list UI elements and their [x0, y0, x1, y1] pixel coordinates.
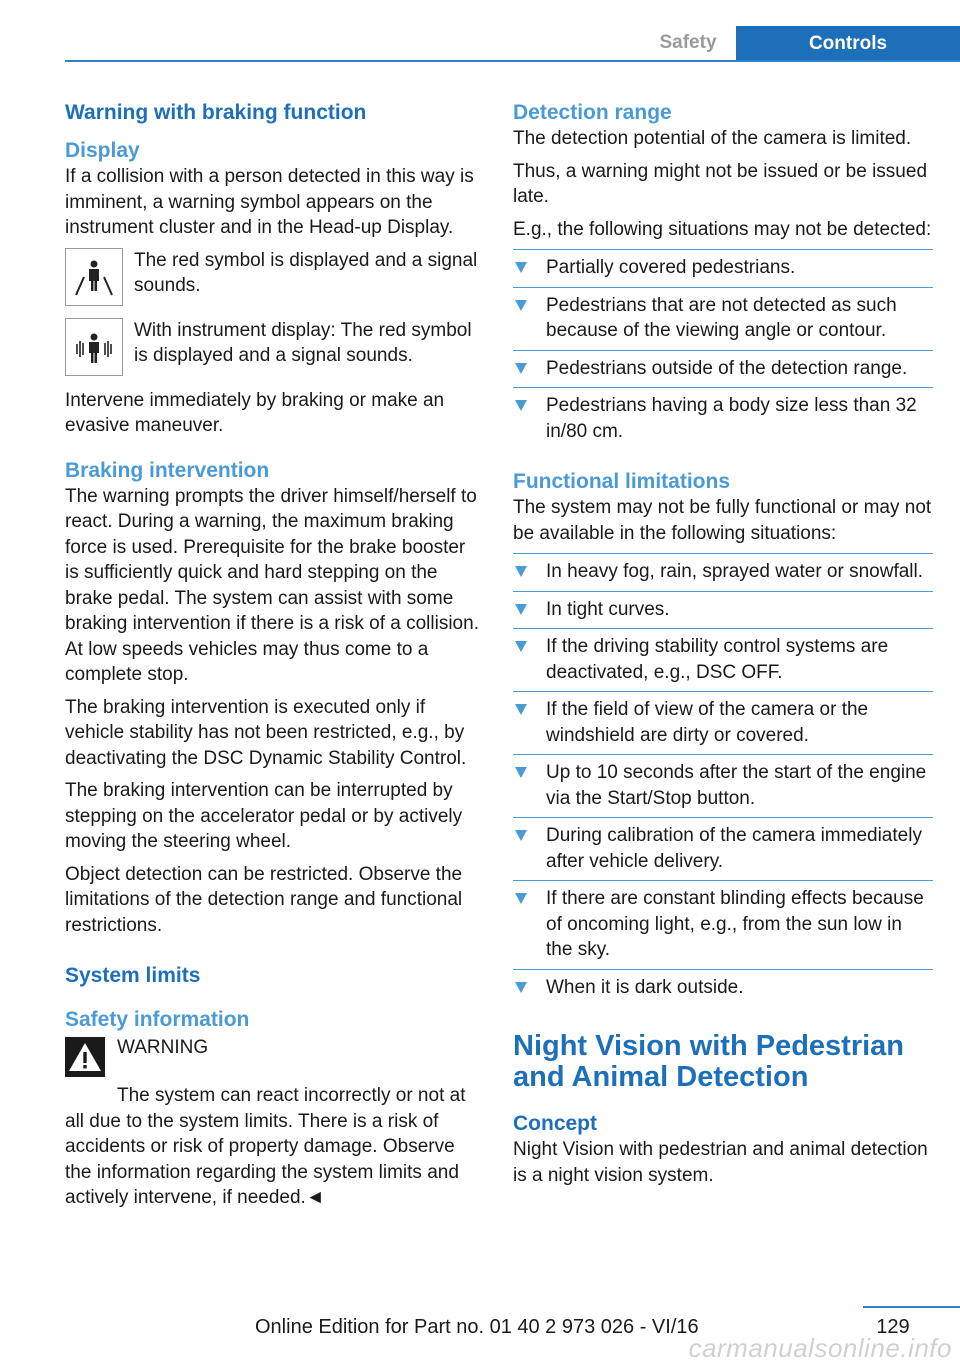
- symbol-row-2: [65, 318, 480, 376]
- heading-night-vision: Night Vision with Pedestrian and Animal Detection: [513, 1030, 905, 1093]
- list-item: Pedestrians outside of the detection range.: [513, 351, 933, 389]
- symbol-row-1: [65, 248, 480, 306]
- list-item: During calibration of the camera immediately after vehicle delivery.: [513, 818, 933, 881]
- triangle-bullet-icon: [515, 641, 527, 652]
- warning-block: [65, 1033, 480, 1077]
- left-column: [65, 100, 480, 1218]
- functional-list: [513, 553, 933, 1006]
- heading-display: Display: [65, 139, 140, 162]
- triangle-bullet-icon: [515, 566, 527, 577]
- intervene-paragraph: Intervene immediately by braking or make an evasive maneuver.: [65, 389, 445, 436]
- list-item: In heavy fog, rain, sprayed water or snowfall.: [513, 554, 933, 592]
- header-tab-safety: Safety: [659, 32, 717, 53]
- detection-paragraph-1: The detection potential of the camera is limited.: [513, 128, 912, 149]
- right-column: [513, 100, 933, 1195]
- list-item: Pedestrians that are not detected as such because of the viewing angle or contour.: [513, 288, 933, 351]
- triangle-bullet-icon: [515, 262, 527, 273]
- triangle-bullet-icon: [515, 704, 527, 715]
- list-item: If there are constant blinding effects because of oncoming light, e.g., from the sun low in the sky.: [513, 881, 933, 970]
- braking-paragraph-3: The braking intervention can be interrupted by stepping on the accelerator pedal or by actively moving the steering wheel.: [65, 780, 463, 852]
- warning-text: The system can react incorrectly or not at all due to the system limits. There is a risk of accidents or risk of property damage. Observe the information regarding the system limits and actively intervene, if needed.◄: [65, 1085, 466, 1208]
- list-item: In tight curves.: [513, 592, 933, 630]
- heading-system-limits: System limits: [65, 964, 201, 987]
- triangle-bullet-icon: [515, 767, 527, 778]
- heading-functional-limitations: Functional limitations: [513, 470, 731, 493]
- braking-paragraph-4: Object detection can be restricted. Observe the limitations of the detection range and functional restrictions.: [65, 863, 463, 936]
- list-item: When it is dark outside.: [513, 970, 933, 1007]
- heading-warning-braking: Warning with braking function: [65, 101, 367, 124]
- braking-paragraph-2: The braking intervention is executed only if vehicle stability has not been restricted, e.g., by deactivating the DSC Dynamic Stability Control.: [65, 696, 467, 769]
- heading-concept: Concept: [513, 1112, 597, 1135]
- header-tab-controls: Controls: [736, 26, 960, 62]
- page-number: 129: [876, 1316, 910, 1338]
- list-item: Pedestrians having a body size less than 32 in/80 cm.: [513, 388, 933, 450]
- warning-label: WARNING: [117, 1037, 209, 1058]
- detection-paragraph-3: E.g., the following situations may not be detected:: [513, 218, 932, 240]
- header-rule: [65, 60, 960, 62]
- concept-paragraph: Night Vision with pedestrian and animal detection is a night vision system.: [513, 1139, 928, 1186]
- functional-paragraph: The system may not be fully functional or may not be available in the following situations:: [513, 497, 932, 544]
- braking-paragraph-1: The warning prompts the driver himself/herself to react. During a warning, the maximum braking force is used. Prerequisite for the brake booster is sufficiently quick and hard stepping on the brake pedal. The system can assist with some braking intervention if there is a risk of a collision. At low speeds vehicles may thus come to a complete stop.: [65, 485, 479, 685]
- triangle-bullet-icon: [515, 830, 527, 841]
- detection-list: [513, 249, 933, 450]
- footer-rule: [863, 1306, 960, 1308]
- triangle-bullet-icon: [515, 982, 527, 993]
- heading-braking-intervention: Braking intervention: [65, 458, 270, 482]
- detection-paragraph-2: Thus, a warning might not be issued or be issued late.: [513, 160, 928, 207]
- triangle-bullet-icon: [515, 300, 527, 311]
- symbol-1-text: The red symbol is displayed and a signal sounds.: [134, 249, 478, 296]
- watermark: carmanualsonline.info: [688, 1333, 952, 1363]
- list-item: If the driving stability control systems are deactivated, e.g., DSC OFF.: [513, 629, 933, 692]
- triangle-bullet-icon: [515, 893, 527, 904]
- list-item: Partially covered pedestrians.: [513, 250, 933, 288]
- heading-safety-information: Safety information: [65, 1008, 250, 1031]
- list-item: If the field of view of the camera or the windshield are dirty or covered.: [513, 692, 933, 755]
- pedestrian-warning-icon: [65, 248, 123, 306]
- list-item: Up to 10 seconds after the start of the engine via the Start/Stop button.: [513, 755, 933, 818]
- display-paragraph: If a collision with a person detected in this way is imminent, a warning symbol appears on the instrument cluster and in the Head-up Display.: [65, 166, 474, 238]
- triangle-bullet-icon: [515, 363, 527, 374]
- warning-triangle-icon: [65, 1037, 105, 1077]
- heading-detection-range: Detection range: [513, 101, 672, 124]
- triangle-bullet-icon: [515, 400, 527, 411]
- footer-edition: Online Edition for Part no. 01 40 2 973 026 - VI/16: [255, 1316, 699, 1338]
- symbol-2-text: With instrument display: The red symbol is displayed and a signal sounds.: [134, 319, 472, 366]
- pedestrian-signal-icon: [65, 318, 123, 376]
- triangle-bullet-icon: [515, 604, 527, 615]
